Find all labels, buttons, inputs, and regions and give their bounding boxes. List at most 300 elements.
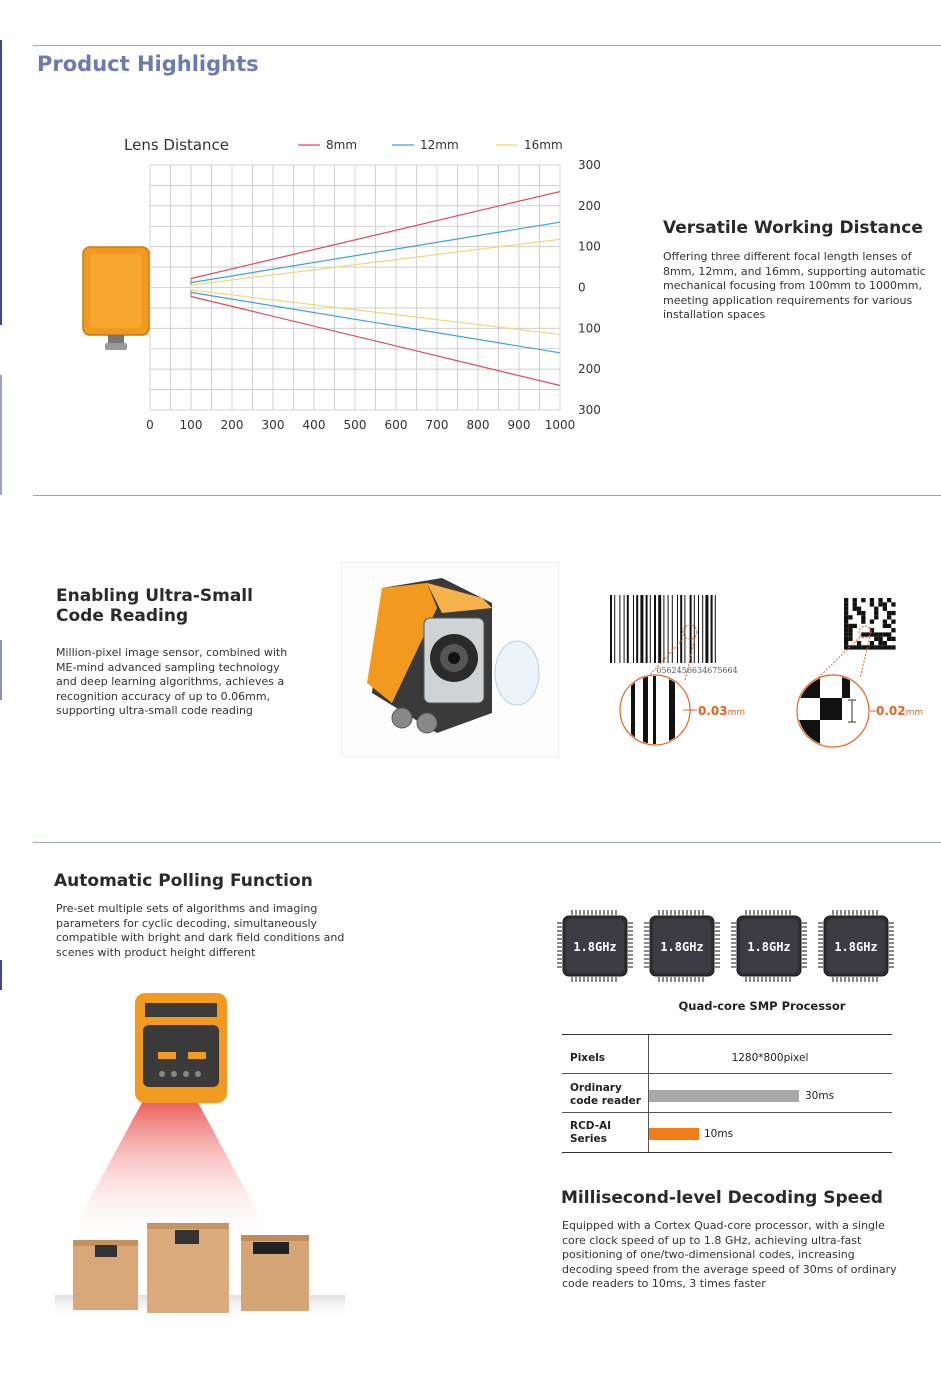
datamatrix-cell bbox=[883, 607, 887, 611]
chip-pin bbox=[644, 930, 650, 932]
datamatrix-cell bbox=[887, 598, 891, 602]
chip-pin bbox=[844, 910, 846, 916]
chip-pin bbox=[644, 938, 650, 940]
chip-pin bbox=[888, 962, 894, 964]
chip-pin bbox=[644, 950, 650, 952]
y-tick-label: 200 bbox=[578, 198, 601, 213]
chip-pin bbox=[694, 976, 696, 982]
chip-pin bbox=[557, 946, 563, 948]
chip-pin bbox=[591, 976, 593, 982]
barcode-digits: 0562456634675664 bbox=[656, 666, 738, 675]
chip-pin bbox=[603, 910, 605, 916]
datamatrix-cell bbox=[887, 615, 891, 619]
datamatrix-cell bbox=[891, 620, 895, 624]
text-line: installation spaces bbox=[663, 308, 766, 322]
barcode-bar bbox=[658, 595, 661, 663]
chip-pin bbox=[745, 976, 747, 982]
chip-pin bbox=[785, 976, 787, 982]
chip-pin bbox=[627, 962, 633, 964]
datamatrix-cell bbox=[887, 611, 891, 615]
chip-pin bbox=[818, 938, 824, 940]
chip-pin bbox=[557, 934, 563, 936]
chip-pin bbox=[753, 910, 755, 916]
chip-pin bbox=[801, 934, 807, 936]
chip-pin bbox=[818, 930, 824, 932]
barcode-bar bbox=[619, 595, 620, 663]
datamatrix-cell bbox=[883, 641, 887, 645]
text-line: compatible with bright and dark field conditions and bbox=[56, 931, 345, 945]
chip-pin bbox=[801, 962, 807, 964]
rcd-speed-value: 10ms bbox=[704, 1128, 734, 1140]
chip-pin bbox=[731, 966, 737, 968]
datamatrix-cell bbox=[878, 602, 882, 606]
chip-pin bbox=[801, 966, 807, 968]
chip-pin bbox=[678, 910, 680, 916]
chip-pin bbox=[731, 922, 737, 924]
chip-pin bbox=[777, 976, 779, 982]
chip-pin bbox=[714, 966, 720, 968]
datamatrix-cell bbox=[883, 602, 887, 606]
chip-pin bbox=[627, 938, 633, 940]
chip-pin bbox=[714, 946, 720, 948]
working-distance-title: Versatile Working Distance bbox=[663, 218, 923, 238]
barcode-bar bbox=[715, 595, 716, 663]
chip-pin bbox=[644, 926, 650, 928]
chip-pin bbox=[599, 910, 601, 916]
chart-title: Lens Distance bbox=[124, 136, 229, 154]
text-line: meeting application requirements for various bbox=[663, 293, 913, 307]
edge-mark bbox=[0, 40, 2, 325]
barcode-bar bbox=[633, 595, 634, 663]
camera-3d-illustration bbox=[342, 563, 560, 758]
chip-pin bbox=[644, 958, 650, 960]
chip-pin bbox=[868, 910, 870, 916]
text-line: 8mm, 12mm, and 16mm, supporting automatic bbox=[663, 264, 926, 278]
datamatrix-cell bbox=[874, 611, 878, 615]
datamatrix-cell bbox=[887, 645, 891, 649]
datamatrix-cell bbox=[874, 637, 878, 641]
chip-pin bbox=[749, 910, 751, 916]
chip-pin bbox=[627, 934, 633, 936]
chip-pin bbox=[714, 962, 720, 964]
barcode-bar bbox=[668, 595, 669, 663]
chip-pin bbox=[670, 910, 672, 916]
chip-pin bbox=[627, 946, 633, 948]
precision-value: 0.03 bbox=[698, 704, 728, 718]
datamatrix-cell bbox=[883, 645, 887, 649]
chip-pin bbox=[731, 938, 737, 940]
chip-pin bbox=[644, 934, 650, 936]
chip-pin bbox=[731, 954, 737, 956]
chip-pin bbox=[714, 938, 720, 940]
datamatrix-cell bbox=[861, 645, 865, 649]
chip-pin bbox=[818, 950, 824, 952]
chip-pin bbox=[876, 910, 878, 916]
chip-pin bbox=[757, 910, 759, 916]
ordinary-speed-value: 30ms bbox=[805, 1090, 835, 1102]
chip-pin bbox=[765, 910, 767, 916]
barcode-bar bbox=[705, 595, 708, 663]
chip-pin bbox=[840, 976, 842, 982]
datamatrix-cell bbox=[844, 641, 848, 645]
text-line: Equipped with a Cortex Quad-core processor, with a single bbox=[562, 1219, 885, 1232]
chip-pin bbox=[644, 966, 650, 968]
row-label: Pixels bbox=[570, 1052, 606, 1064]
chip-pin bbox=[801, 950, 807, 952]
chip-pin bbox=[777, 910, 779, 916]
text-line: scenes with product height different bbox=[56, 945, 256, 959]
chip-pin bbox=[627, 954, 633, 956]
x-tick-label: 1000 bbox=[544, 418, 576, 432]
polling-scan-illustration bbox=[35, 985, 355, 1330]
chip-pin bbox=[698, 910, 700, 916]
edge-mark bbox=[0, 375, 2, 495]
datamatrix-cell bbox=[844, 598, 848, 602]
chip-pin bbox=[627, 930, 633, 932]
barcode-bar bbox=[684, 595, 685, 663]
processor-chip bbox=[818, 910, 894, 982]
chip-pin bbox=[856, 976, 858, 982]
chip-pin bbox=[579, 910, 581, 916]
barcode-bar bbox=[650, 595, 651, 663]
x-tick-label: 400 bbox=[302, 418, 326, 432]
chip-pin bbox=[836, 976, 838, 982]
chip-pin bbox=[690, 976, 692, 982]
chip-pin bbox=[714, 922, 720, 924]
chip-pin bbox=[818, 954, 824, 956]
chip-pin bbox=[714, 926, 720, 928]
chip-pin bbox=[864, 910, 866, 916]
chip-pin bbox=[868, 976, 870, 982]
chip-pin bbox=[690, 910, 692, 916]
chip-pin bbox=[789, 976, 791, 982]
chip-pin bbox=[603, 976, 605, 982]
chip-pin bbox=[888, 934, 894, 936]
chip-pin bbox=[801, 938, 807, 940]
datamatrix-illustration bbox=[790, 590, 910, 760]
chip-pin bbox=[658, 976, 660, 982]
chip-pin bbox=[557, 950, 563, 952]
small-code-text bbox=[56, 646, 326, 719]
datamatrix-cell bbox=[887, 637, 891, 641]
text-line: ME-mind advanced sampling technology bbox=[56, 660, 280, 674]
x-tick-label: 500 bbox=[343, 418, 367, 432]
datamatrix-cell bbox=[857, 641, 861, 645]
chip-pin bbox=[658, 910, 660, 916]
chip-pin bbox=[702, 976, 704, 982]
chip-pin bbox=[860, 976, 862, 982]
chip-pin bbox=[627, 950, 633, 952]
chip-pin bbox=[818, 926, 824, 928]
chip-pin bbox=[557, 962, 563, 964]
rcd-speed-bar bbox=[649, 1128, 699, 1140]
y-tick-label: 100 bbox=[578, 239, 601, 254]
chip-pin bbox=[801, 922, 807, 924]
chip-pin bbox=[761, 976, 763, 982]
chip-pin bbox=[818, 922, 824, 924]
label-line: Ordinary bbox=[570, 1082, 622, 1094]
chip-pin bbox=[557, 938, 563, 940]
chip-pin bbox=[627, 922, 633, 924]
chip-pin bbox=[682, 910, 684, 916]
chip-pin bbox=[731, 946, 737, 948]
chip-pin bbox=[714, 950, 720, 952]
chip-pin bbox=[666, 976, 668, 982]
label-line: RCD-AI bbox=[570, 1120, 612, 1132]
chip-pin bbox=[557, 926, 563, 928]
chip-pin bbox=[731, 934, 737, 936]
datamatrix-cell bbox=[878, 637, 882, 641]
chip-pin bbox=[698, 976, 700, 982]
chip-label: 1.8GHz bbox=[660, 940, 704, 954]
legend-label: 16mm bbox=[524, 138, 563, 152]
chip-pin bbox=[818, 966, 824, 968]
polling-text bbox=[56, 902, 356, 960]
chip-pin bbox=[818, 946, 824, 948]
chip-pin bbox=[832, 910, 834, 916]
chip-pin bbox=[714, 958, 720, 960]
x-tick-label: 200 bbox=[220, 418, 244, 432]
chip-pin bbox=[627, 958, 633, 960]
decoding-title: Millisecond-level Decoding Speed bbox=[561, 1188, 883, 1208]
chip-pin bbox=[888, 958, 894, 960]
chip-pin bbox=[702, 910, 704, 916]
legend-label: 8mm bbox=[326, 138, 358, 152]
barcode-bar bbox=[690, 595, 692, 663]
chip-pin bbox=[818, 942, 824, 944]
chip-pin bbox=[611, 976, 613, 982]
chip-pin bbox=[686, 976, 688, 982]
datamatrix-cell bbox=[848, 632, 852, 636]
datamatrix-cell bbox=[844, 602, 848, 606]
barcode-precision-label bbox=[698, 704, 745, 718]
chip-pin bbox=[818, 958, 824, 960]
chip-pin bbox=[557, 954, 563, 956]
datamatrix-cell bbox=[878, 641, 882, 645]
pixels-value: 1280*800pixel bbox=[731, 1052, 809, 1064]
chip-pin bbox=[615, 910, 617, 916]
chip-pin bbox=[801, 958, 807, 960]
chip-pin bbox=[666, 910, 668, 916]
chip-pin bbox=[599, 976, 601, 982]
chip-pin bbox=[769, 910, 771, 916]
chip-pin bbox=[801, 942, 807, 944]
chip-pin bbox=[789, 910, 791, 916]
chip-label: 1.8GHz bbox=[573, 940, 617, 954]
datamatrix-cell bbox=[883, 624, 887, 628]
datamatrix-cell bbox=[844, 637, 848, 641]
datamatrix-cell bbox=[861, 611, 865, 615]
precision-unit: mm bbox=[905, 708, 924, 718]
chip-pin bbox=[876, 976, 878, 982]
datamatrix-cell bbox=[853, 598, 857, 602]
chip-pin bbox=[682, 976, 684, 982]
datamatrix-cell bbox=[853, 607, 857, 611]
barcode-bar bbox=[654, 595, 656, 663]
datamatrix-cell bbox=[848, 615, 852, 619]
text-line: Offering three different focal length lenses of bbox=[663, 250, 912, 263]
datamatrix-cell bbox=[874, 615, 878, 619]
y-tick-label: 300 bbox=[578, 403, 601, 417]
datamatrix-cell bbox=[844, 607, 848, 611]
datamatrix-cell bbox=[887, 624, 891, 628]
datamatrix-cell bbox=[844, 611, 848, 615]
datamatrix-cell bbox=[857, 645, 861, 649]
text-line: parameters for cyclic decoding, simultaneously bbox=[56, 916, 318, 930]
datamatrix-precision-label bbox=[876, 704, 923, 718]
chip-pin bbox=[818, 934, 824, 936]
camera-product-photo bbox=[341, 562, 559, 757]
chip-pin bbox=[801, 946, 807, 948]
datamatrix-cell bbox=[891, 628, 895, 632]
barcode-bar bbox=[677, 595, 678, 663]
chip-pin bbox=[557, 930, 563, 932]
datamatrix-cell bbox=[878, 645, 882, 649]
datamatrix-cell bbox=[844, 624, 848, 628]
chip-pin bbox=[694, 910, 696, 916]
page-title: Product Highlights bbox=[37, 52, 259, 76]
working-distance-text bbox=[663, 250, 933, 323]
title-line: Code Reading bbox=[56, 606, 189, 626]
chip-pin bbox=[848, 976, 850, 982]
x-tick-label: 900 bbox=[507, 418, 531, 432]
datamatrix-cell bbox=[883, 620, 887, 624]
datamatrix-cell bbox=[861, 620, 865, 624]
chip-pin bbox=[753, 976, 755, 982]
text-line: and deep learning algorithms, achieves a bbox=[56, 675, 285, 689]
chip-pin bbox=[627, 942, 633, 944]
chip-pin bbox=[714, 934, 720, 936]
barcode-bar bbox=[694, 595, 695, 663]
chip-pin bbox=[888, 938, 894, 940]
chip-pin bbox=[670, 976, 672, 982]
chip-pin bbox=[644, 954, 650, 956]
datamatrix-cell bbox=[844, 620, 848, 624]
text-line: code readers to 10ms, 3 times faster bbox=[562, 1277, 766, 1291]
datamatrix-cell bbox=[853, 645, 857, 649]
datamatrix-cell bbox=[887, 632, 891, 636]
text-line: core clock speed of up to 1.8 GHz, achieving ultra-fast bbox=[562, 1233, 862, 1247]
chip-pin bbox=[587, 976, 589, 982]
chip-pin bbox=[832, 976, 834, 982]
chip-pin bbox=[848, 910, 850, 916]
datamatrix-cell bbox=[870, 645, 874, 649]
x-tick-label: 0 bbox=[146, 418, 154, 432]
text-line: recognition accuracy of up to 0.06mm, bbox=[56, 689, 271, 703]
chip-pin bbox=[745, 910, 747, 916]
chip-label: 1.8GHz bbox=[834, 940, 878, 954]
chip-pin bbox=[678, 976, 680, 982]
chip-pin bbox=[801, 930, 807, 932]
chip-pin bbox=[773, 976, 775, 982]
barcode-bar bbox=[663, 595, 664, 663]
chip-pin bbox=[888, 966, 894, 968]
datamatrix-cell bbox=[891, 602, 895, 606]
row-label bbox=[570, 1082, 641, 1108]
chip-pin bbox=[852, 976, 854, 982]
barcode-bar bbox=[680, 595, 682, 663]
polling-title: Automatic Polling Function bbox=[54, 871, 313, 891]
chip-pin bbox=[644, 962, 650, 964]
chip-pin bbox=[557, 922, 563, 924]
processor-chips bbox=[552, 905, 902, 990]
chip-pin bbox=[583, 976, 585, 982]
precision-unit: mm bbox=[727, 708, 746, 718]
chip-pin bbox=[644, 942, 650, 944]
chip-pin bbox=[801, 954, 807, 956]
title-line: Enabling Ultra-Small bbox=[56, 586, 253, 606]
chip-pin bbox=[607, 976, 609, 982]
text-line: Million-pixel image sensor, combined with bbox=[56, 646, 288, 659]
section-divider bbox=[33, 495, 941, 496]
chip-pin bbox=[769, 976, 771, 982]
text-line: positioning of one/two-dimensional codes, increasing bbox=[562, 1248, 855, 1262]
chip-pin bbox=[757, 976, 759, 982]
datamatrix-cell bbox=[878, 632, 882, 636]
datamatrix-cell bbox=[870, 620, 874, 624]
y-tick-label: 100 bbox=[578, 321, 601, 336]
text-line: supporting ultra-small code reading bbox=[56, 704, 253, 718]
datamatrix-cell bbox=[861, 598, 865, 602]
y-tick-label: 0 bbox=[578, 280, 586, 295]
chip-pin bbox=[714, 954, 720, 956]
label-line: Series bbox=[570, 1133, 607, 1145]
datamatrix-cell bbox=[848, 628, 852, 632]
barcode-bar bbox=[610, 595, 612, 663]
datamatrix-cell bbox=[861, 615, 865, 619]
chip-pin bbox=[627, 926, 633, 928]
chip-pin bbox=[591, 910, 593, 916]
legend-label: 12mm bbox=[420, 138, 459, 152]
chip-pin bbox=[888, 922, 894, 924]
barcode-bar bbox=[702, 595, 703, 663]
section-divider bbox=[33, 842, 941, 843]
chip-pin bbox=[781, 976, 783, 982]
datamatrix-cell bbox=[891, 645, 895, 649]
chip-pin bbox=[587, 910, 589, 916]
precision-value: 0.02 bbox=[876, 704, 906, 718]
table-row bbox=[562, 1074, 892, 1113]
chip-pin bbox=[662, 910, 664, 916]
barcode-illustration bbox=[605, 590, 785, 760]
table-row bbox=[562, 1035, 892, 1074]
chip-pin bbox=[856, 910, 858, 916]
datamatrix-cell bbox=[870, 602, 874, 606]
chip-pin bbox=[731, 958, 737, 960]
processor-caption: Quad-core SMP Processor bbox=[678, 999, 846, 1013]
datamatrix-cell bbox=[883, 632, 887, 636]
y-tick-label: 200 bbox=[578, 362, 601, 377]
decoding-text bbox=[562, 1219, 922, 1292]
chip-pin bbox=[731, 930, 737, 932]
chip-pin bbox=[644, 922, 650, 924]
datamatrix-cell bbox=[878, 598, 882, 602]
x-tick-label: 600 bbox=[384, 418, 408, 432]
chip-pin bbox=[714, 930, 720, 932]
text-line: mechanical focusing from 100mm to 1000mm, bbox=[663, 279, 922, 293]
barcode-bar bbox=[698, 595, 699, 663]
section-divider bbox=[33, 45, 941, 46]
label-line: code reader bbox=[570, 1095, 641, 1107]
chip-pin bbox=[888, 954, 894, 956]
chip-pin bbox=[888, 930, 894, 932]
x-tick-label: 700 bbox=[425, 418, 449, 432]
chip-pin bbox=[571, 910, 573, 916]
datamatrix-cell bbox=[857, 607, 861, 611]
chip-pin bbox=[575, 910, 577, 916]
chip-pin bbox=[852, 910, 854, 916]
chip-pin bbox=[674, 910, 676, 916]
